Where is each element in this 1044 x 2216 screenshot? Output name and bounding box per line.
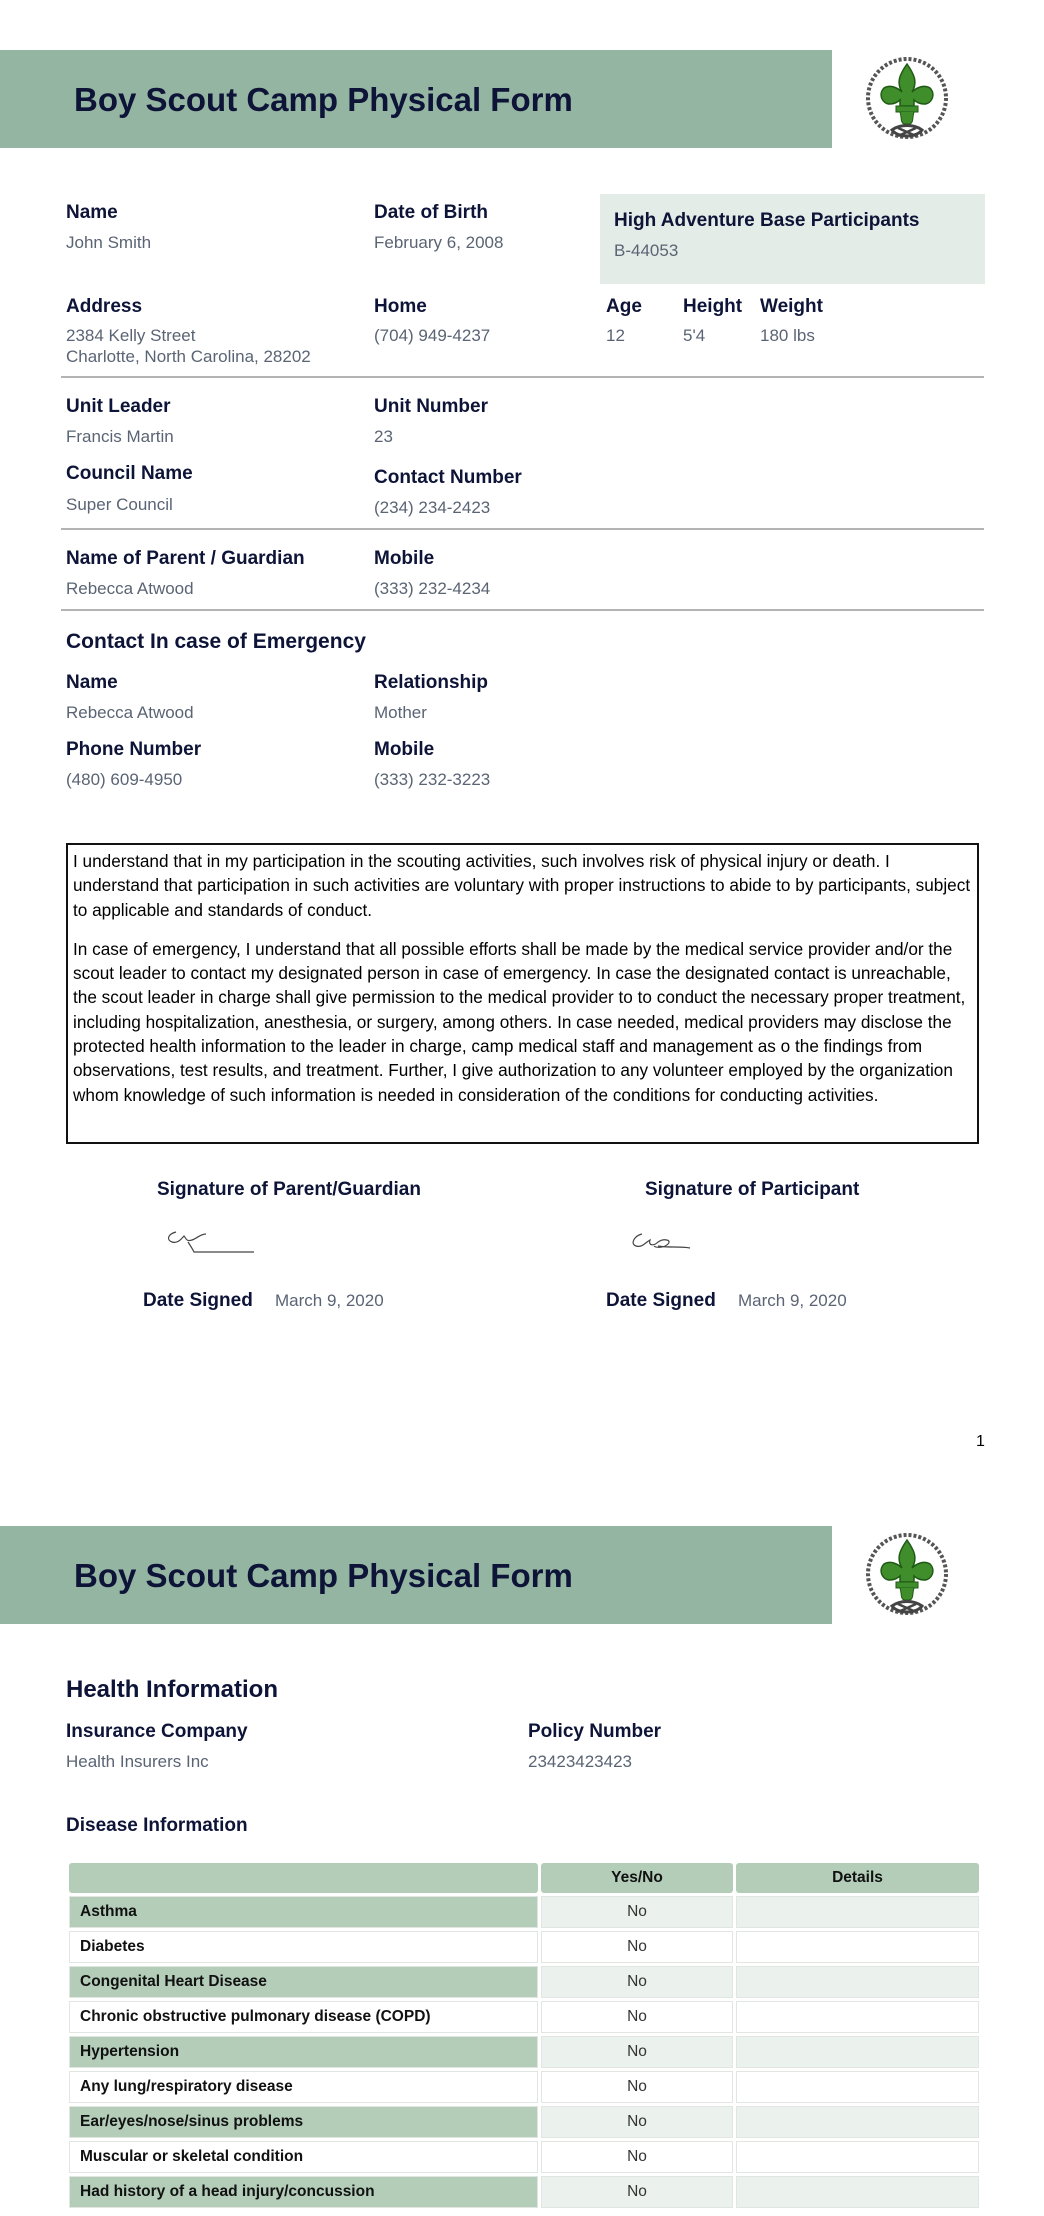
details-cell [736,1931,979,1963]
table-header-condition [69,1863,538,1893]
table-header-yes-no: Yes/No [541,1863,733,1893]
yes-no-cell: No [541,1966,733,1998]
weight-value: 180 lbs [760,326,815,345]
health-info-title: Health Information [66,1676,279,1703]
details-cell [736,2106,979,2138]
header-bar [0,1526,832,1624]
table-row [69,2141,979,2173]
height-value: 5'4 [683,326,706,345]
age-value: 12 [606,326,625,345]
form-title: Boy Scout Camp Physical Form [74,1557,573,1594]
table-row [69,2176,979,2208]
insurance-company-label: Insurance Company [66,1721,248,1742]
participant-date-value: March 9, 2020 [738,1291,847,1310]
contact-number-label: Contact Number [374,467,522,488]
details-cell [736,1896,979,1928]
parent-signature-label: Signature of Parent/Guardian [157,1179,421,1200]
form-title: Boy Scout Camp Physical Form [74,81,573,118]
condition-cell: Asthma [69,1896,538,1928]
yes-no-cell: No [541,2001,733,2033]
yes-no-cell: No [541,2106,733,2138]
table-row [69,2106,979,2138]
details-cell [736,2036,979,2068]
condition-cell: Ear/eyes/nose/sinus problems [69,2106,538,2138]
yes-no-cell: No [541,2071,733,2103]
divider [61,376,984,378]
table-row [69,1931,979,1963]
guardian-name-label: Name of Parent / Guardian [66,548,305,569]
yes-no-cell: No [541,1896,733,1928]
weight-label: Weight [760,296,823,317]
participant-signature-label: Signature of Participant [645,1179,860,1200]
condition-cell: Congenital Heart Disease [69,1966,538,1998]
scout-emblem-logo [862,1530,952,1624]
participant-signature-image [628,1230,698,1256]
details-cell [736,1966,979,1998]
divider [61,609,984,611]
emergency-relationship-label: Relationship [374,672,489,693]
terms-paragraph-1: I understand that in my participation in the scouting activities, such involves risk of physical injury or death. I understand that participation in such activities are voluntary with proper instructions to abide to by participants, subject to applicable and standards of conduct. [73,851,971,920]
unit-leader-label: Unit Leader [66,396,171,417]
table-row [69,1896,979,1928]
table-row [69,2071,979,2103]
address-line2: Charlotte, North Carolina, 28202 [66,347,311,366]
condition-cell: Had history of a head injury/concussion [69,2176,538,2208]
page-number: 1 [976,1433,985,1450]
header-bar [0,50,832,148]
table-row [69,2001,979,2033]
terms-paragraph-2: In case of emergency, I understand that all possible efforts shall be made by the medical service provider and/or the scout leader to contact my designated person in case of emergency. In case the designated contact is unreachable, the scout leader in charge shall give permission to the medical provider to to conduct the necessary proper treatment, including hospitalization, anesthesia, or surgery, among others. In case needed, medical providers may disclose the protected health information to the leader in charge, camp medical staff and management as o the findings from observations, test results, and treatment. Further, I give authorization to any volunteer employed by the organization whom knowledge of such information is needed in consideration of the conditions for conducting activities. [73,938,966,1105]
details-cell [736,2141,979,2173]
parent-date-label: Date Signed [143,1290,253,1311]
emergency-phone-value: (480) 609-4950 [66,770,183,789]
home-label: Home [374,296,427,317]
scout-emblem-logo [862,54,952,148]
disease-table [66,1860,982,2211]
parent-date-value: March 9, 2020 [275,1291,384,1310]
emergency-phone-label: Phone Number [66,739,202,760]
emergency-name-label: Name [66,672,118,693]
council-name-value: Super Council [66,495,173,514]
emergency-relationship-value: Mother [374,703,427,722]
guardian-name-value: Rebecca Atwood [66,579,194,598]
insurance-company-value: Health Insurers Inc [66,1752,209,1771]
policy-number-value: 23423423423 [528,1752,633,1771]
hab-value: B-44053 [614,241,679,260]
dob-value: February 6, 2008 [374,233,504,252]
address-label: Address [66,296,143,317]
table-row [69,2036,979,2068]
name-label: Name [66,202,118,223]
contact-number-value: (234) 234-2423 [374,498,491,517]
participant-date-label: Date Signed [606,1290,716,1311]
terms-box [66,843,979,1144]
condition-cell: Muscular or skeletal condition [69,2141,538,2173]
age-label: Age [606,296,642,317]
condition-cell: Hypertension [69,2036,538,2068]
yes-no-cell: No [541,1931,733,1963]
emergency-section-title: Contact In case of Emergency [66,630,366,653]
guardian-mobile-value: (333) 232-4234 [374,579,491,598]
unit-number-value: 23 [374,427,393,446]
yes-no-cell: No [541,2141,733,2173]
dob-label: Date of Birth [374,202,488,223]
hab-box [600,194,985,284]
emergency-name-value: Rebecca Atwood [66,703,194,722]
details-cell [736,2001,979,2033]
home-value: (704) 949-4237 [374,326,491,345]
name-value: John Smith [66,233,152,252]
yes-no-cell: No [541,2176,733,2208]
parent-signature-image [164,1228,260,1258]
address-line1: 2384 Kelly Street [66,326,196,345]
height-label: Height [683,296,743,317]
unit-number-label: Unit Number [374,396,488,417]
details-cell [736,2176,979,2208]
hab-title: High Adventure Base Participants [614,210,920,231]
unit-leader-value: Francis Martin [66,427,174,446]
details-cell [736,2071,979,2103]
form-page-2 [0,1476,1044,2216]
emergency-mobile-value: (333) 232-3223 [374,770,491,789]
table-row [69,1966,979,1998]
table-header-row [69,1863,979,1893]
condition-cell: Diabetes [69,1931,538,1963]
emergency-mobile-label: Mobile [374,739,435,760]
divider [61,528,984,530]
yes-no-cell: No [541,2036,733,2068]
condition-cell: Any lung/respiratory disease [69,2071,538,2103]
policy-number-label: Policy Number [528,1721,662,1742]
guardian-mobile-label: Mobile [374,548,435,569]
table-header-details: Details [736,1863,979,1893]
condition-cell: Chronic obstructive pulmonary disease (COPD) [69,2001,538,2033]
disease-info-title: Disease Information [66,1815,248,1836]
council-name-label: Council Name [66,463,193,484]
